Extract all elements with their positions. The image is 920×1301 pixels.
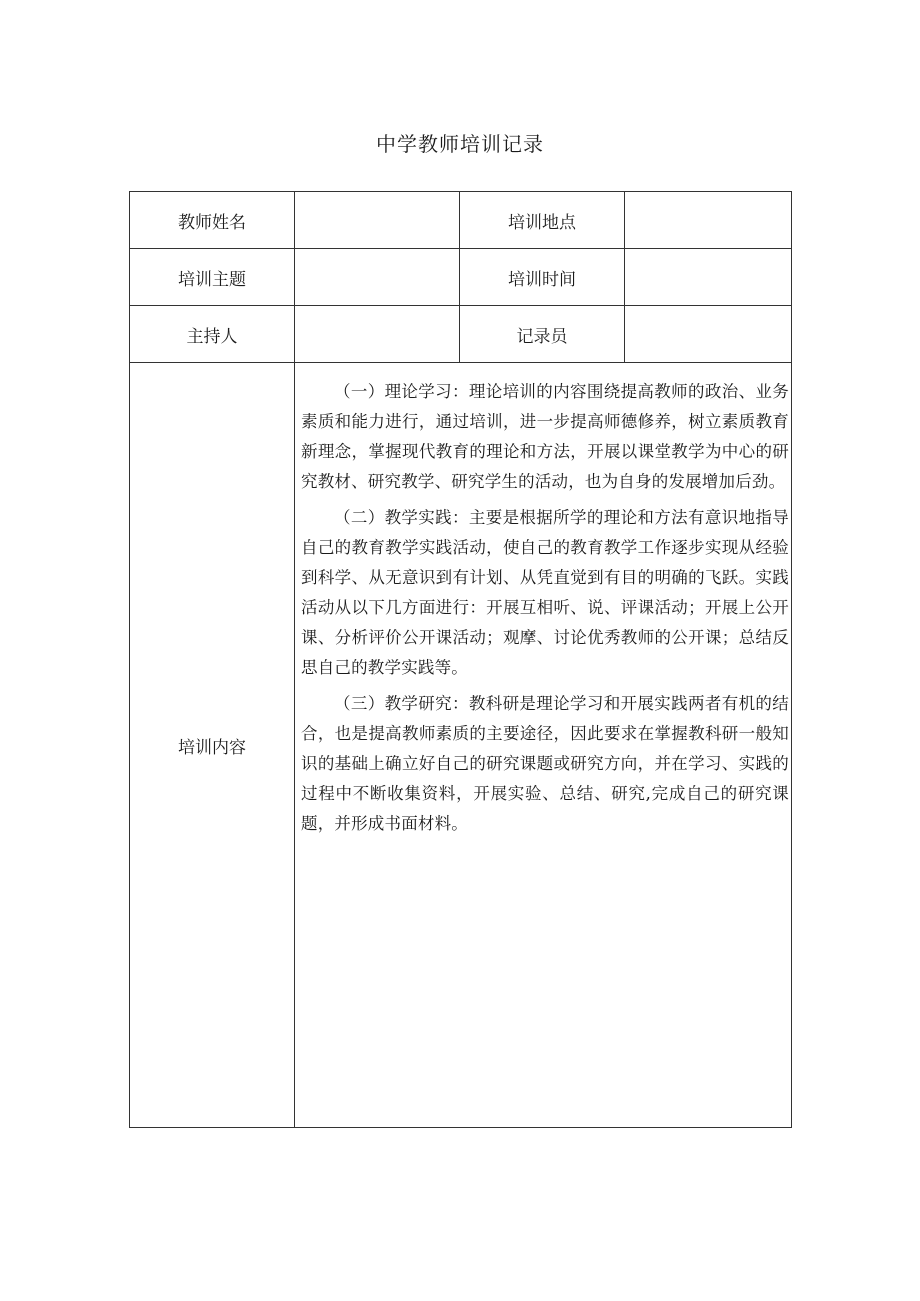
content-field[interactable] [295,363,792,1128]
teacher-name-label: 教师姓名 [130,192,295,249]
recorder-label: 记录员 [460,306,625,363]
topic-label: 培训主题 [130,249,295,306]
topic-field[interactable] [295,249,460,306]
table-row [130,363,792,1128]
table-row [130,249,792,306]
time-label: 培训时间 [460,249,625,306]
training-record-table [129,191,792,1128]
table-row [130,192,792,249]
content-paragraph: （一）理论学习：理论培训的内容围绕提高教师的政治、业务素质和能力进行，通过培训，进一步提高师德修养，树立素质教育新理念，掌握现代教育的理论和方法，开展以课堂教学为中心的研究教材、研究教学、研究学生的活动，也为自身的发展增加后劲。 [301,382,789,491]
location-label: 培训地点 [460,192,625,249]
document-title: 中学教师培训记录 [376,132,544,156]
content-paragraph: （二）教学实践：主要是根据所学的理论和方法有意识地指导自己的教育教学实践活动，使自己的教育教学工作逐步实现从经验到科学、从无意识到有计划、从凭直觉到有目的明确的飞跃。实践活动从以下几方面进行：开展互相听、说、评课活动；开展上公开课、分析评价公开课活动；观摩、讨论优秀教师的公开课；总结反思自己的教学实践等。 [301,508,789,677]
content-label: 培训内容 [130,363,295,1128]
host-field[interactable] [295,306,460,363]
recorder-field[interactable] [625,306,792,363]
content-paragraph: （三）教学研究：教科研是理论学习和开展实践两者有机的结合，也是提高教师素质的主要途径，因此要求在掌握教科研一般知识的基础上确立好自己的研究课题或研究方向，并在学习、实践的过程中不断收集资料，开展实验、总结、研究,完成自己的研究课题，并形成书面材料。 [301,694,789,833]
location-field[interactable] [625,192,792,249]
host-label: 主持人 [130,306,295,363]
time-field[interactable] [625,249,792,306]
teacher-name-field[interactable] [295,192,460,249]
table-row [130,306,792,363]
